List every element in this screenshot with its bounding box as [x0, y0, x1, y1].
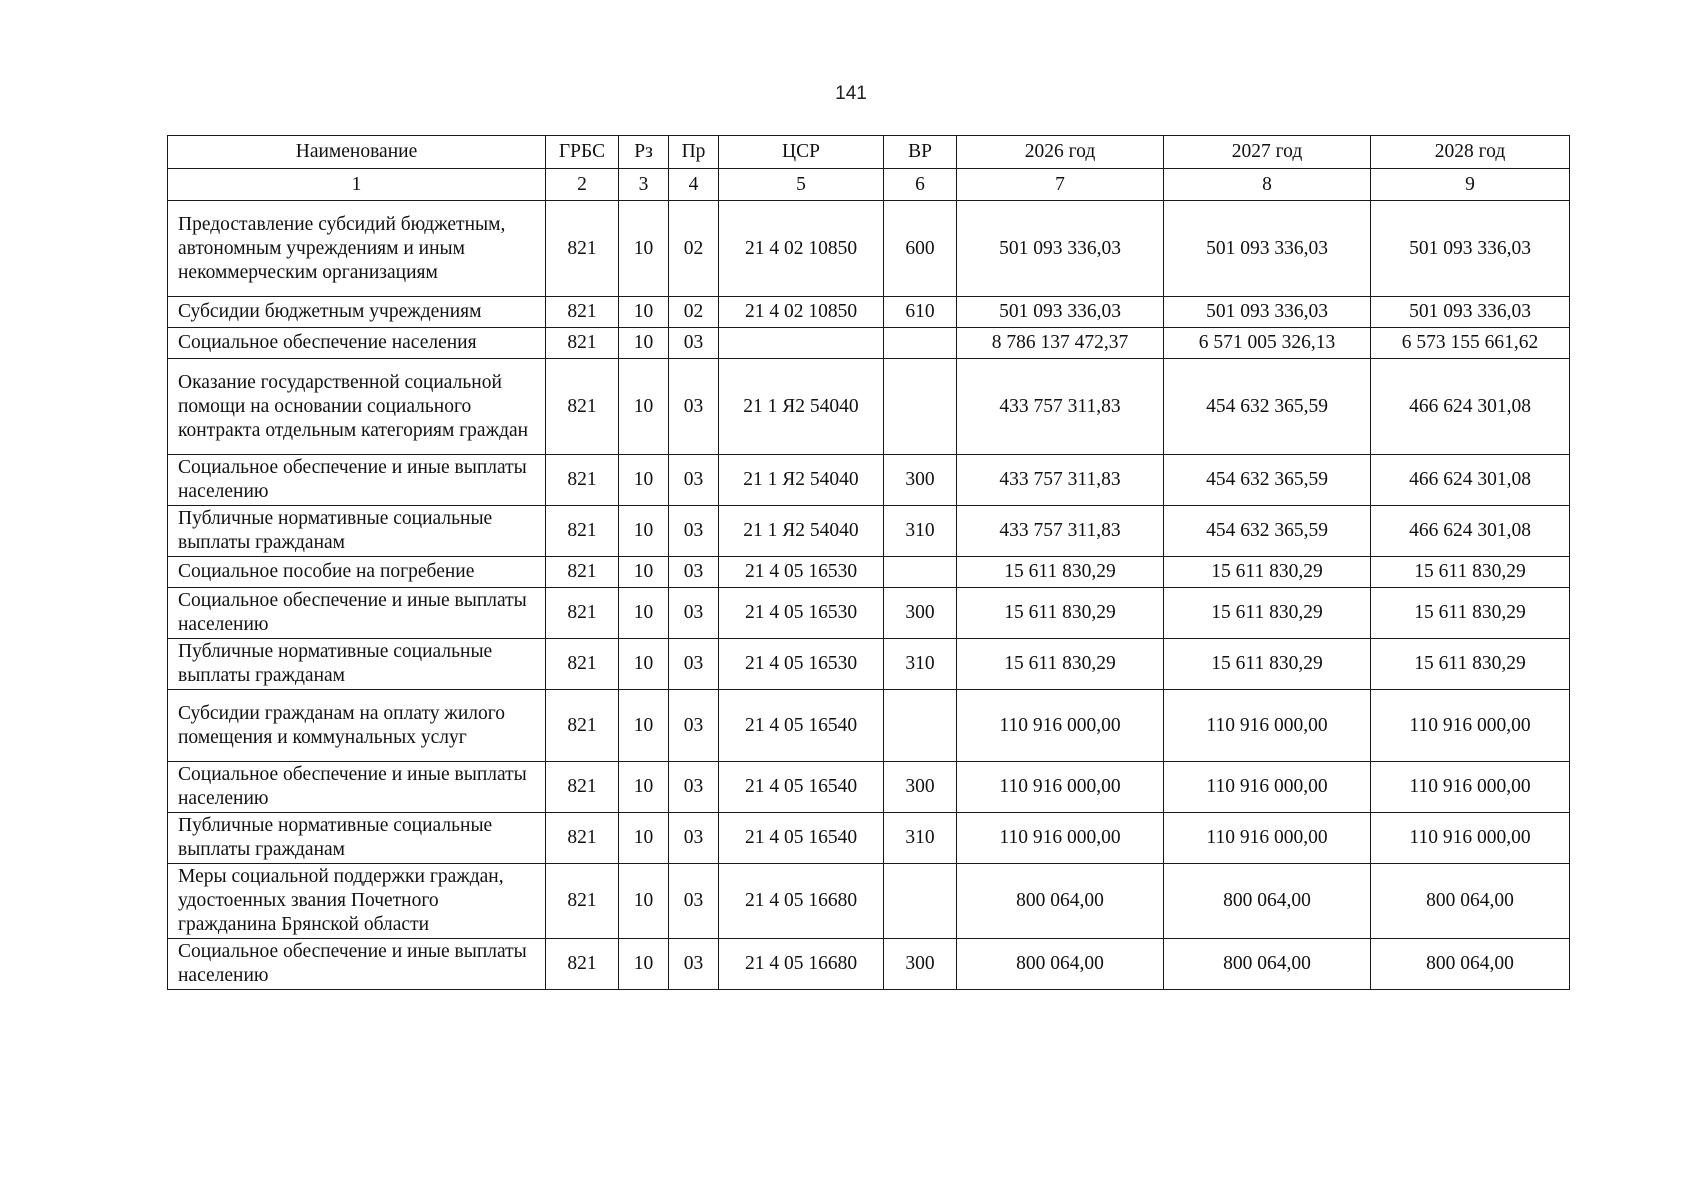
row-pr-cell: 03 [669, 359, 719, 455]
row-2028-value: 110 916 000,00 [1371, 813, 1570, 864]
row-vr-cell: 600 [884, 201, 957, 297]
column-number: 7 [957, 169, 1164, 201]
row-vr-cell [884, 864, 957, 939]
row-csr-cell: 21 1 Я2 54040 [719, 359, 884, 455]
row-csr-cell: 21 4 05 16680 [719, 939, 884, 990]
row-2027-value: 501 093 336,03 [1164, 201, 1371, 297]
column-header-pr: Пр [669, 136, 719, 169]
column-header-2026: 2026 год [957, 136, 1164, 169]
row-vr-cell: 300 [884, 455, 957, 506]
row-2027-value: 110 916 000,00 [1164, 813, 1371, 864]
row-csr-cell: 21 4 05 16540 [719, 690, 884, 762]
row-2027-value: 110 916 000,00 [1164, 690, 1371, 762]
row-pr-cell: 03 [669, 639, 719, 690]
row-2027-value: 15 611 830,29 [1164, 557, 1371, 588]
row-vr-cell: 310 [884, 639, 957, 690]
column-numbers-row [168, 169, 1570, 201]
row-csr-cell: 21 4 05 16540 [719, 813, 884, 864]
column-number: 2 [546, 169, 619, 201]
row-pr-cell: 03 [669, 813, 719, 864]
row-name-cell: Предоставление субсидий бюджетным, автономным учреждениям и иным некоммерческим организациям [168, 201, 546, 297]
row-2027-value: 15 611 830,29 [1164, 639, 1371, 690]
row-2026-value: 800 064,00 [957, 939, 1164, 990]
table-header-row [168, 136, 1570, 169]
row-name-cell: Оказание государственной социальной помощи на основании социального контракта отдельным категориям граждан [168, 359, 546, 455]
row-2026-value: 501 093 336,03 [957, 297, 1164, 328]
table-body [168, 201, 1570, 990]
row-name-cell: Публичные нормативные социальные выплаты гражданам [168, 813, 546, 864]
row-csr-cell: 21 4 02 10850 [719, 297, 884, 328]
row-vr-cell [884, 359, 957, 455]
row-grbs-cell: 821 [546, 557, 619, 588]
row-pr-cell: 02 [669, 297, 719, 328]
row-grbs-cell: 821 [546, 455, 619, 506]
row-rz-cell: 10 [619, 506, 669, 557]
row-2028-value: 800 064,00 [1371, 939, 1570, 990]
row-pr-cell: 03 [669, 506, 719, 557]
row-rz-cell: 10 [619, 639, 669, 690]
row-csr-cell: 21 4 05 16680 [719, 864, 884, 939]
row-2028-value: 15 611 830,29 [1371, 639, 1570, 690]
row-2028-value: 501 093 336,03 [1371, 297, 1570, 328]
table-row [168, 328, 1570, 359]
page-number: 141 [835, 83, 867, 104]
table-row [168, 557, 1570, 588]
row-grbs-cell: 821 [546, 201, 619, 297]
row-name-cell: Субсидии гражданам на оплату жилого помещения и коммунальных услуг [168, 690, 546, 762]
column-number: 3 [619, 169, 669, 201]
row-2028-value: 6 573 155 661,62 [1371, 328, 1570, 359]
row-vr-cell: 300 [884, 762, 957, 813]
row-rz-cell: 10 [619, 762, 669, 813]
row-grbs-cell: 821 [546, 690, 619, 762]
row-2026-value: 800 064,00 [957, 864, 1164, 939]
row-rz-cell: 10 [619, 201, 669, 297]
row-2026-value: 8 786 137 472,37 [957, 328, 1164, 359]
row-2026-value: 15 611 830,29 [957, 588, 1164, 639]
row-vr-cell: 300 [884, 588, 957, 639]
row-name-cell: Меры социальной поддержки граждан, удостоенных звания Почетного гражданина Брянской области [168, 864, 546, 939]
row-name-cell: Субсидии бюджетным учреждениям [168, 297, 546, 328]
row-name-cell: Публичные нормативные социальные выплаты гражданам [168, 639, 546, 690]
row-2027-value: 454 632 365,59 [1164, 359, 1371, 455]
row-csr-cell: 21 4 02 10850 [719, 201, 884, 297]
table-row [168, 864, 1570, 939]
row-pr-cell: 03 [669, 864, 719, 939]
row-name-cell: Социальное обеспечение и иные выплаты населению [168, 939, 546, 990]
row-name-cell: Социальное обеспечение и иные выплаты населению [168, 762, 546, 813]
row-pr-cell: 03 [669, 588, 719, 639]
row-rz-cell: 10 [619, 690, 669, 762]
row-pr-cell: 03 [669, 455, 719, 506]
row-rz-cell: 10 [619, 864, 669, 939]
row-grbs-cell: 821 [546, 939, 619, 990]
column-header-name: Наименование [168, 136, 546, 169]
row-2026-value: 110 916 000,00 [957, 762, 1164, 813]
row-2028-value: 800 064,00 [1371, 864, 1570, 939]
row-grbs-cell: 821 [546, 813, 619, 864]
row-pr-cell: 03 [669, 557, 719, 588]
table-row [168, 690, 1570, 762]
row-2026-value: 15 611 830,29 [957, 639, 1164, 690]
row-vr-cell: 300 [884, 939, 957, 990]
row-name-cell: Социальное обеспечение и иные выплаты населению [168, 588, 546, 639]
table-row [168, 359, 1570, 455]
row-grbs-cell: 821 [546, 506, 619, 557]
column-number: 5 [719, 169, 884, 201]
row-name-cell: Социальное обеспечение и иные выплаты населению [168, 455, 546, 506]
row-vr-cell: 310 [884, 506, 957, 557]
row-2028-value: 110 916 000,00 [1371, 690, 1570, 762]
row-csr-cell: 21 1 Я2 54040 [719, 506, 884, 557]
row-grbs-cell: 821 [546, 359, 619, 455]
table-row [168, 455, 1570, 506]
row-2028-value: 466 624 301,08 [1371, 455, 1570, 506]
column-header-grbs: ГРБС [546, 136, 619, 169]
row-vr-cell [884, 328, 957, 359]
table-row [168, 506, 1570, 557]
row-2028-value: 466 624 301,08 [1371, 506, 1570, 557]
row-grbs-cell: 821 [546, 588, 619, 639]
table-row [168, 813, 1570, 864]
row-name-cell: Социальное пособие на погребение [168, 557, 546, 588]
row-vr-cell: 610 [884, 297, 957, 328]
column-number: 9 [1371, 169, 1570, 201]
row-pr-cell: 02 [669, 201, 719, 297]
column-number: 8 [1164, 169, 1371, 201]
row-name-cell: Публичные нормативные социальные выплаты гражданам [168, 506, 546, 557]
row-2027-value: 501 093 336,03 [1164, 297, 1371, 328]
row-vr-cell [884, 690, 957, 762]
row-2028-value: 110 916 000,00 [1371, 762, 1570, 813]
row-2027-value: 15 611 830,29 [1164, 588, 1371, 639]
column-header-csr: ЦСР [719, 136, 884, 169]
row-pr-cell: 03 [669, 762, 719, 813]
row-rz-cell: 10 [619, 297, 669, 328]
table-row [168, 201, 1570, 297]
table-row [168, 762, 1570, 813]
row-csr-cell: 21 4 05 16530 [719, 557, 884, 588]
table-row [168, 588, 1570, 639]
row-rz-cell: 10 [619, 359, 669, 455]
row-grbs-cell: 821 [546, 639, 619, 690]
row-rz-cell: 10 [619, 328, 669, 359]
table-row [168, 939, 1570, 990]
row-rz-cell: 10 [619, 557, 669, 588]
budget-table [167, 135, 1570, 990]
row-2026-value: 433 757 311,83 [957, 455, 1164, 506]
column-header-2027: 2027 год [1164, 136, 1371, 169]
row-rz-cell: 10 [619, 939, 669, 990]
row-2027-value: 454 632 365,59 [1164, 506, 1371, 557]
row-csr-cell: 21 4 05 16530 [719, 639, 884, 690]
row-vr-cell: 310 [884, 813, 957, 864]
row-2027-value: 800 064,00 [1164, 939, 1371, 990]
row-csr-cell [719, 328, 884, 359]
row-grbs-cell: 821 [546, 762, 619, 813]
row-2026-value: 110 916 000,00 [957, 690, 1164, 762]
row-2027-value: 110 916 000,00 [1164, 762, 1371, 813]
row-2028-value: 15 611 830,29 [1371, 588, 1570, 639]
row-name-cell: Социальное обеспечение населения [168, 328, 546, 359]
column-header-2028: 2028 год [1371, 136, 1570, 169]
row-pr-cell: 03 [669, 939, 719, 990]
row-grbs-cell: 821 [546, 328, 619, 359]
row-pr-cell: 03 [669, 690, 719, 762]
column-header-vr: ВР [884, 136, 957, 169]
row-csr-cell: 21 4 05 16530 [719, 588, 884, 639]
column-number: 6 [884, 169, 957, 201]
column-number: 4 [669, 169, 719, 201]
row-pr-cell: 03 [669, 328, 719, 359]
row-csr-cell: 21 4 05 16540 [719, 762, 884, 813]
table-row [168, 297, 1570, 328]
row-vr-cell [884, 557, 957, 588]
column-number: 1 [168, 169, 546, 201]
row-2026-value: 433 757 311,83 [957, 359, 1164, 455]
row-2026-value: 110 916 000,00 [957, 813, 1164, 864]
row-2026-value: 433 757 311,83 [957, 506, 1164, 557]
row-grbs-cell: 821 [546, 864, 619, 939]
row-rz-cell: 10 [619, 813, 669, 864]
row-csr-cell: 21 1 Я2 54040 [719, 455, 884, 506]
row-rz-cell: 10 [619, 588, 669, 639]
row-2026-value: 15 611 830,29 [957, 557, 1164, 588]
row-2028-value: 15 611 830,29 [1371, 557, 1570, 588]
row-grbs-cell: 821 [546, 297, 619, 328]
row-2026-value: 501 093 336,03 [957, 201, 1164, 297]
row-rz-cell: 10 [619, 455, 669, 506]
row-2027-value: 454 632 365,59 [1164, 455, 1371, 506]
column-header-rz: Рз [619, 136, 669, 169]
row-2028-value: 501 093 336,03 [1371, 201, 1570, 297]
row-2027-value: 6 571 005 326,13 [1164, 328, 1371, 359]
row-2027-value: 800 064,00 [1164, 864, 1371, 939]
table-row [168, 639, 1570, 690]
row-2028-value: 466 624 301,08 [1371, 359, 1570, 455]
